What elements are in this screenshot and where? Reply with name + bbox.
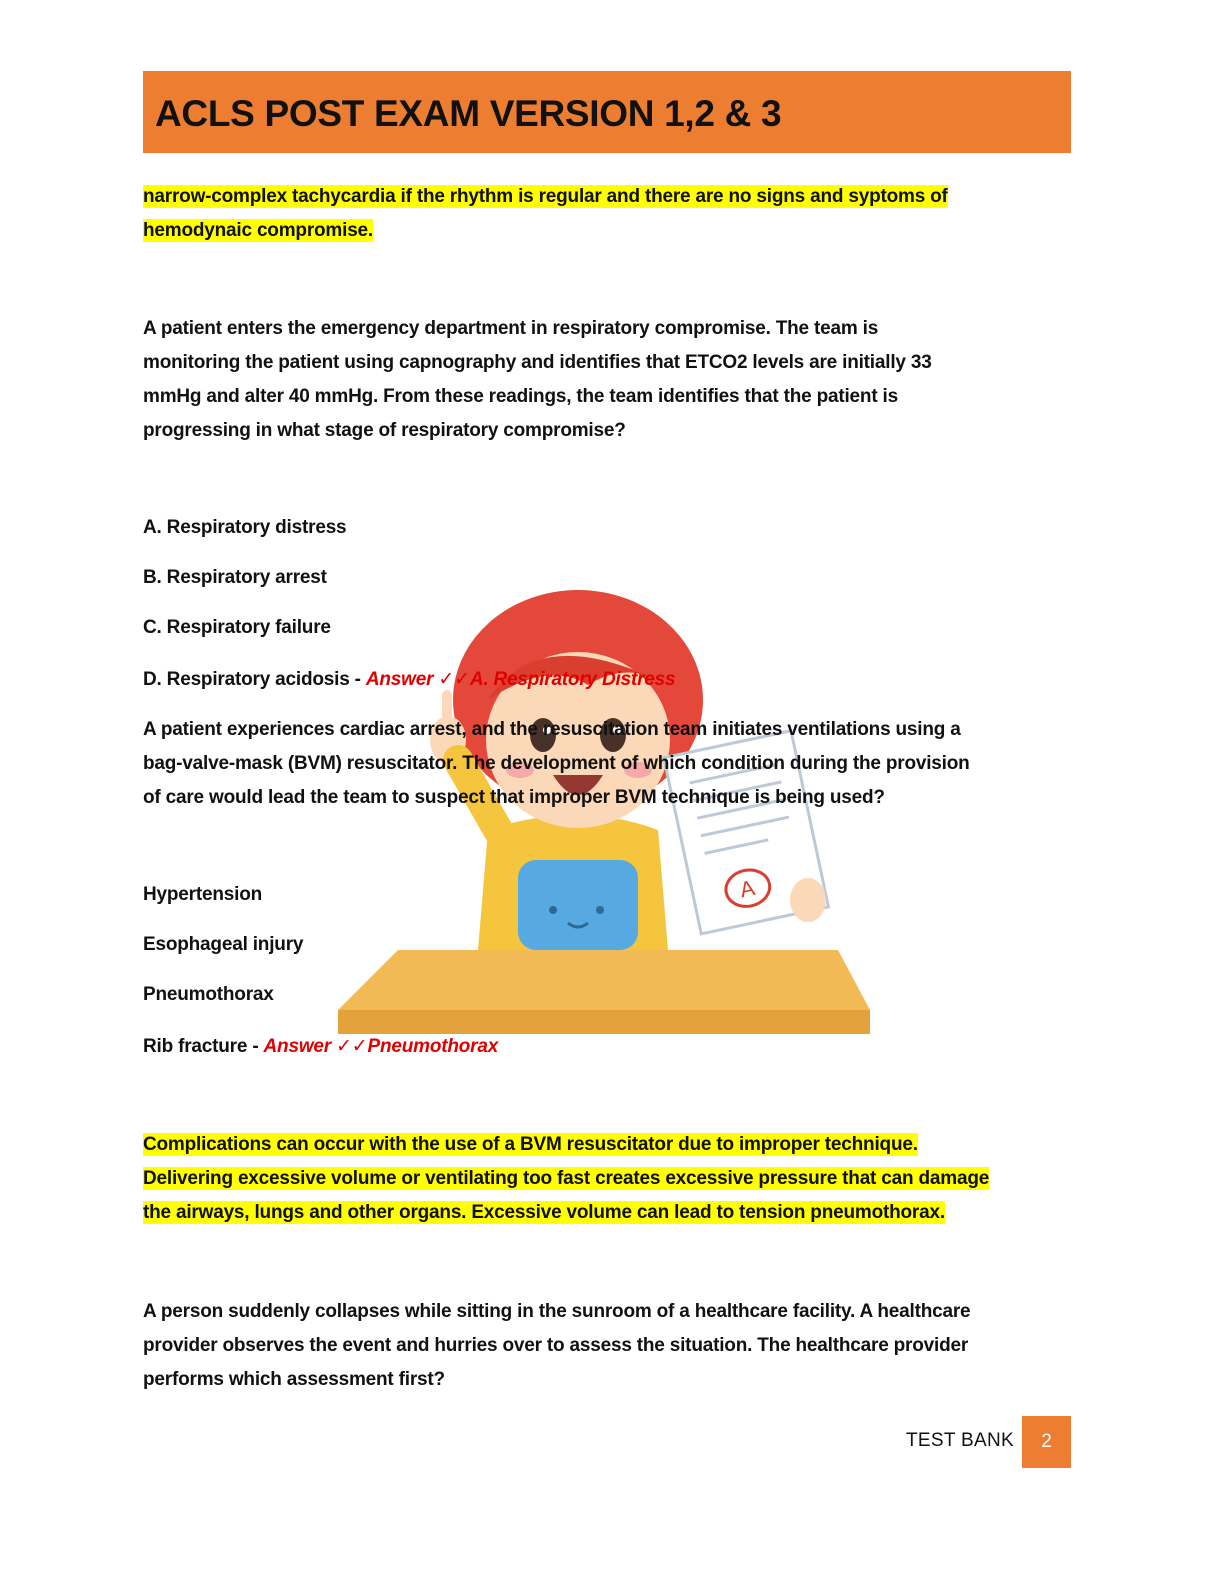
q2-option-2: Esophageal injury [143,934,304,955]
explanation-line: the airways, lungs and other organs. Excessive volume can lead to tension pneumothorax. [143,1202,945,1223]
question-1-stem [143,312,1075,448]
q3-stem-line: provider observes the event and hurries over to assess the situation. The healthcare provider [143,1335,969,1356]
page-title: ACLS POST EXAM VERSION 1,2 & 3 [155,93,782,134]
q1-option-a: A. Respiratory distress [143,517,347,538]
explanation-line: Delivering excessive volume or ventilating too fast creates excessive pressure that can damage [143,1168,990,1189]
q1-option-c: C. Respiratory failure [143,617,331,638]
q1-answer: Answer ✓✓A. Respiratory Distress [365,669,676,690]
header-banner [143,71,1071,153]
q2-answer: Answer ✓✓Pneumothorax [263,1036,499,1057]
q1-option-b: B. Respiratory arrest [143,567,327,588]
q2-option-1: Hypertension [143,884,263,905]
q2-stem-line: A patient experiences cardiac arrest, and the resuscitation team initiates ventilations using a [143,719,961,740]
q2-stem-line: bag-valve-mask (BVM) resuscitator. The development of which condition during the provision [143,753,970,774]
q2-option-4-label: Rib fracture - [143,1036,264,1057]
q2-option-3: Pneumothorax [143,984,274,1005]
intro-highlight-line-2: hemodynaic compromise. [143,220,374,241]
page-number: 2 [1022,1416,1071,1468]
q1-stem-line: progressing in what stage of respiratory compromise? [143,420,626,441]
question-2-stem [143,713,1075,815]
q1-option-d-label: D. Respiratory acidosis - [143,669,366,690]
footer-label: TEST BANK [906,1430,1014,1451]
intro-highlight-line-1: narrow-complex tachycardia if the rhythm is regular and there are no signs and syptoms of [143,186,948,207]
question-3-stem [143,1295,1075,1397]
q3-stem-line: performs which assessment first? [143,1369,445,1390]
explanation-line: Complications can occur with the use of a BVM resuscitator due to improper technique. [143,1134,918,1155]
cartoon-girl-with-graded-paper-icon [338,590,898,1040]
q1-stem-line: A patient enters the emergency department in respiratory compromise. The team is [143,318,879,339]
q2-option-4 [143,1030,498,1064]
svg-text:A: A [737,875,758,903]
q1-stem-line: mmHg and alter 40 mmHg. From these readings, the team identifies that the patient is [143,386,898,407]
intro-highlight [143,180,1075,248]
q1-option-d [143,663,675,697]
q1-stem-line: monitoring the patient using capnography and identifies that ETCO2 levels are initially 33 [143,352,932,373]
q3-stem-line: A person suddenly collapses while sitting in the sunroom of a healthcare facility. A healthcare [143,1301,971,1322]
explanation-highlight [143,1128,1075,1230]
q2-stem-line: of care would lead the team to suspect that improper BVM technique is being used? [143,787,885,808]
